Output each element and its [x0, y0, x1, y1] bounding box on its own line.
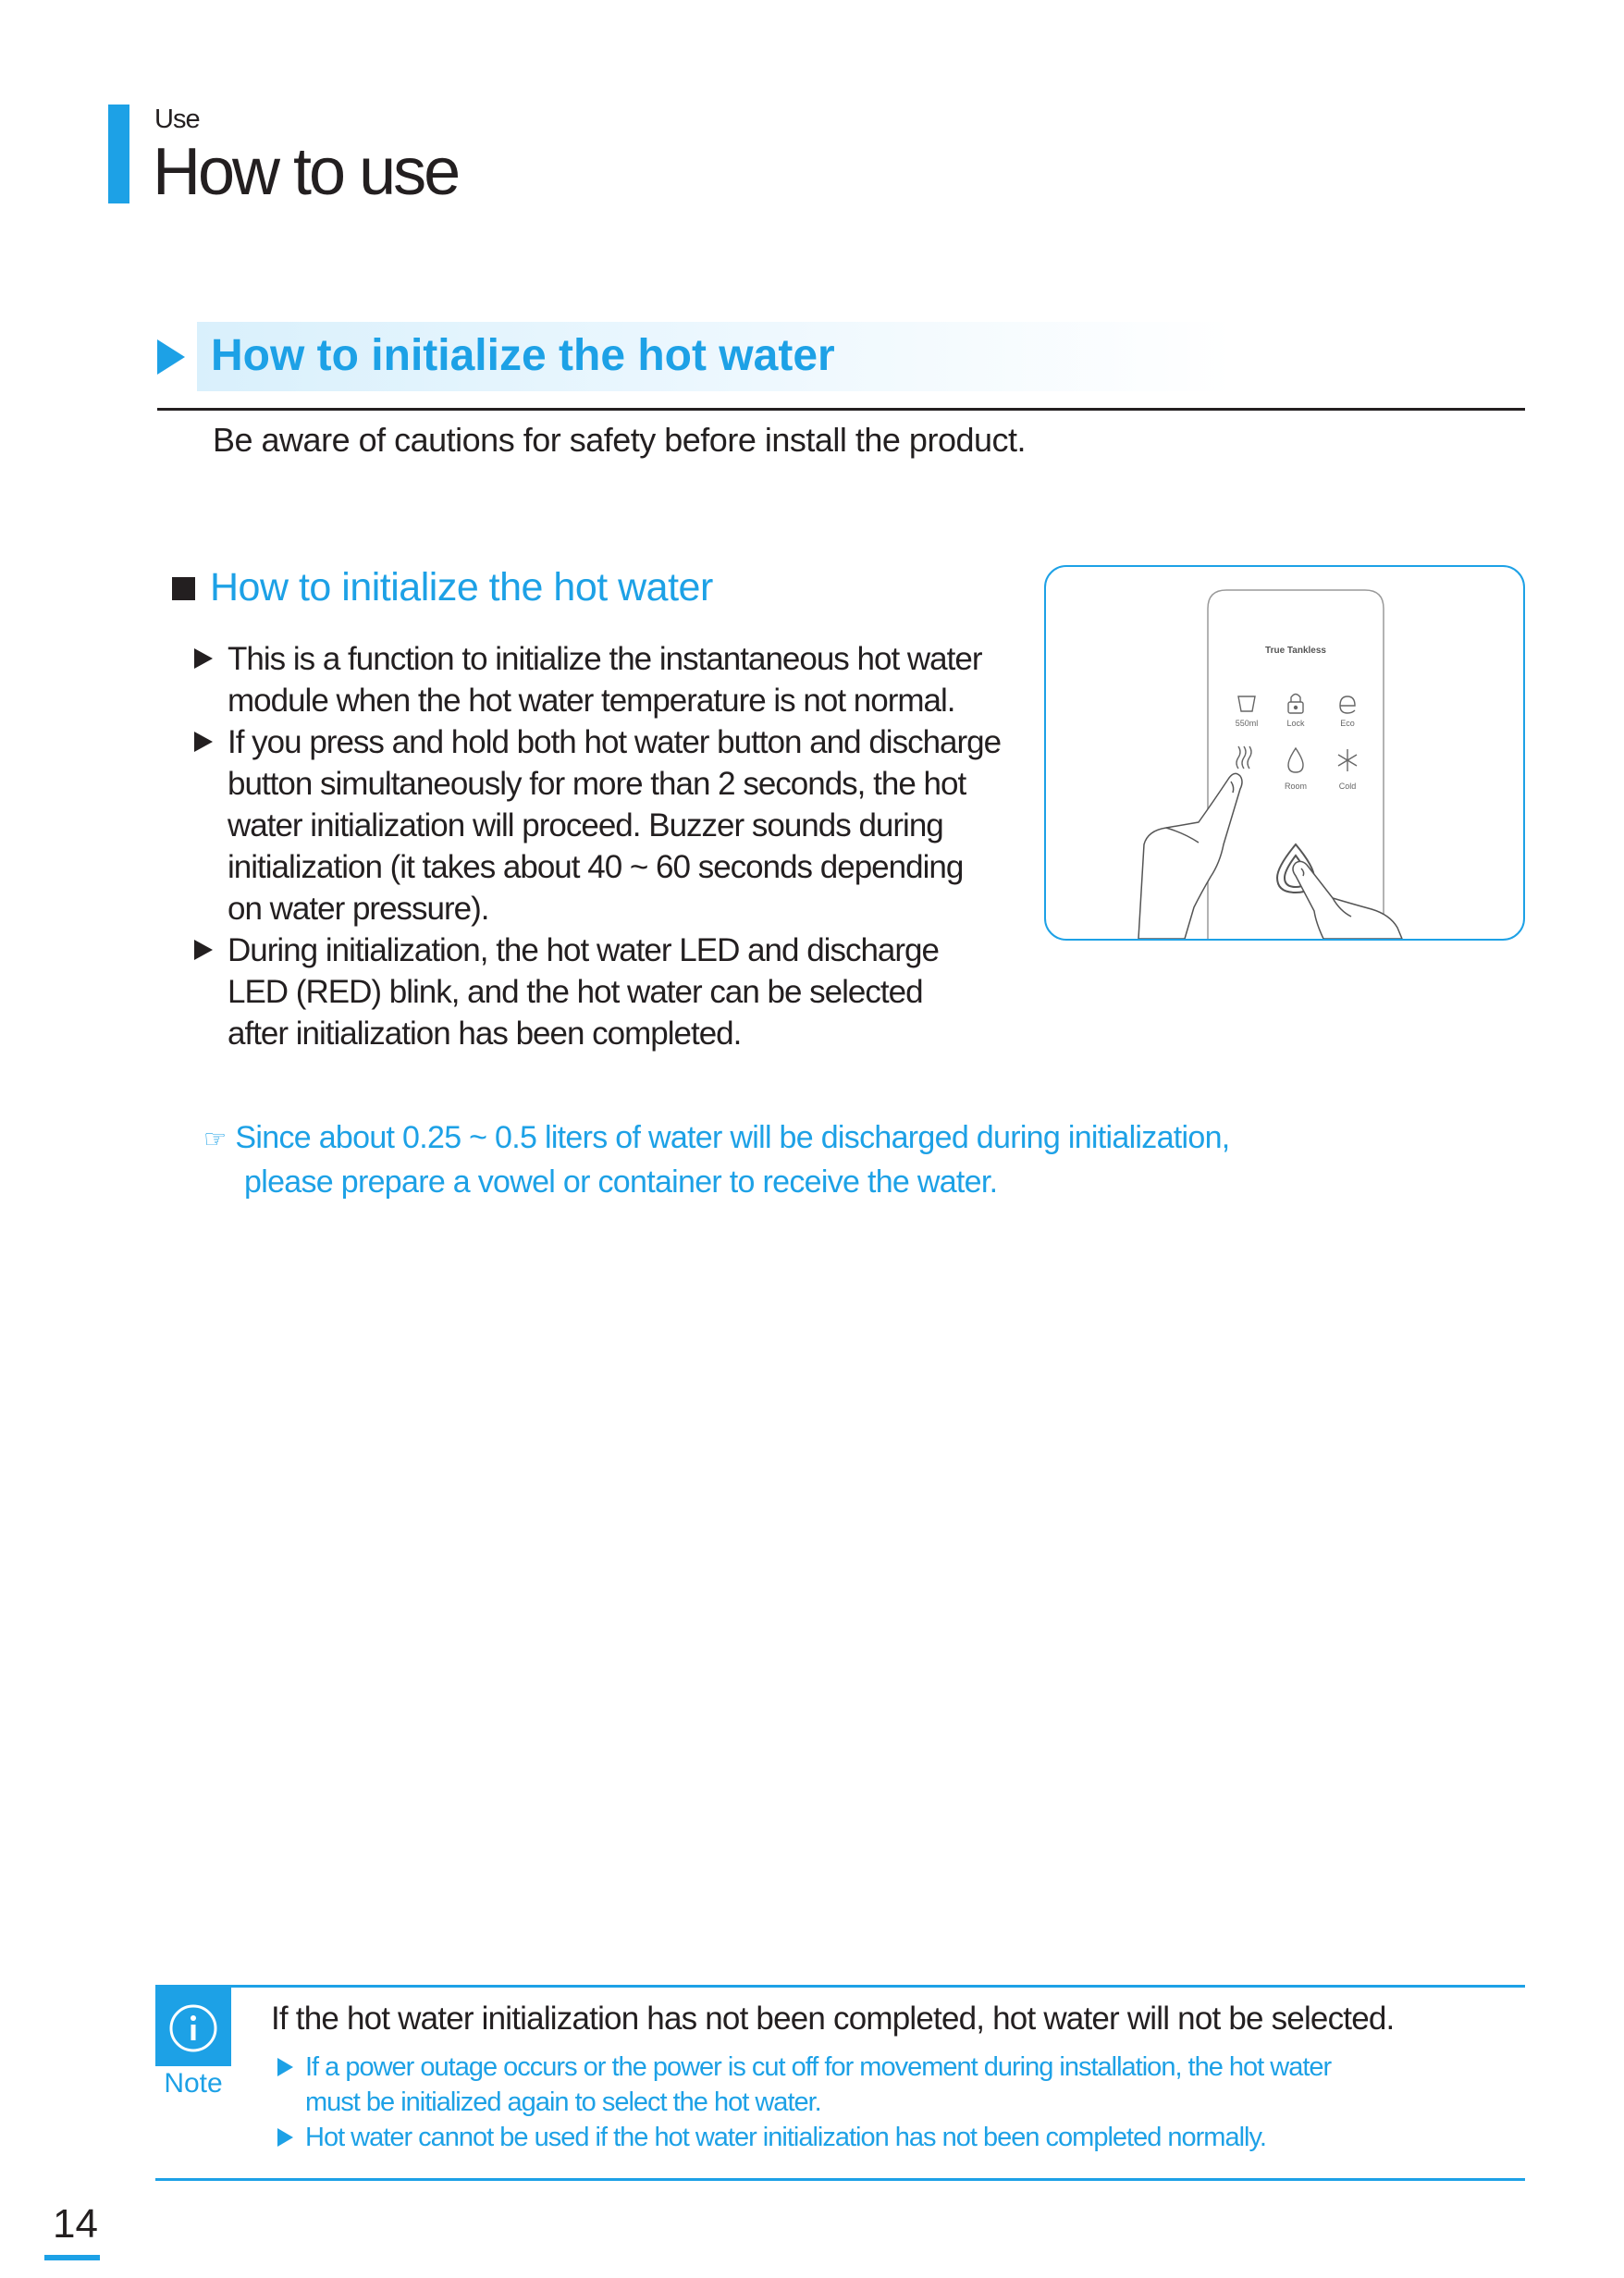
instruction-line: module when the hot water temperature is not normal. [228, 683, 955, 719]
instruction-line: If you press and hold both hot water button and discharge [228, 724, 1002, 760]
subsection-title: How to initialize the hot water [210, 565, 713, 610]
cup-icon [1238, 696, 1255, 711]
triangle-bullet-icon [194, 940, 213, 960]
note-main-text: If the hot water initialization has not been completed, hot water will not be selected. [271, 2001, 1395, 2037]
control-panel-illustration [1044, 565, 1525, 941]
instruction-item [194, 638, 1027, 721]
note-line: If a power outage occurs or the power is cut off for movement during installation, the hot water [305, 2052, 1332, 2082]
brand-label: True Tankless [1265, 646, 1326, 656]
instruction-line: initialization (it takes about 40 ~ 60 seconds depending [228, 849, 964, 885]
tip-line: please prepare a vowel or container to receive the water. [244, 1164, 998, 1200]
note-line: must be initialized again to select the hot water. [305, 2087, 821, 2117]
instruction-line: water initialization will proceed. Buzzer sounds during [228, 807, 943, 843]
section-label: Use [154, 105, 200, 134]
button-label-eco: Eco [1340, 719, 1355, 728]
hot-water-icon [1236, 746, 1251, 769]
button-label-room: Room [1284, 782, 1308, 791]
button-label-550ml: 550ml [1235, 719, 1259, 728]
note-label: Note [164, 2068, 223, 2099]
note-line: Hot water cannot be used if the hot water initialization has not been completed normally. [305, 2123, 1266, 2152]
tip-note [203, 1116, 1230, 1203]
triangle-bullet-icon [194, 648, 213, 669]
note-item [277, 2050, 1480, 2120]
section-divider [157, 408, 1525, 411]
page-number-underline [44, 2255, 100, 2260]
note-items [277, 2050, 1480, 2155]
triangle-right-icon [157, 339, 185, 375]
triangle-bullet-icon [277, 2058, 293, 2076]
lock-icon [1288, 695, 1303, 714]
left-hand-icon [1138, 773, 1242, 939]
note-item [277, 2120, 1480, 2155]
water-drop-icon [1288, 748, 1303, 772]
page-number: 14 [53, 2201, 98, 2247]
instruction-line: after initialization has been completed. [228, 1016, 742, 1052]
button-label-cold: Cold [1338, 782, 1357, 791]
snowflake-icon [1338, 749, 1357, 771]
section-caution: Be aware of cautions for safety before install the product. [213, 421, 1027, 459]
instruction-item [194, 930, 1027, 1054]
triangle-bullet-icon [194, 732, 213, 752]
eco-icon [1340, 696, 1355, 713]
triangle-bullet-icon [277, 2128, 293, 2147]
instruction-line: During initialization, the hot water LED and discharge [228, 932, 939, 968]
pointing-hand-icon: ☞ [203, 1125, 227, 1153]
section-title: How to initialize the hot water [211, 331, 835, 380]
header-accent-bar [108, 105, 129, 203]
info-icon [155, 1988, 231, 2066]
instruction-item [194, 721, 1027, 930]
tip-line: Since about 0.25 ~ 0.5 liters of water will be discharged during initialization, [235, 1120, 1230, 1155]
button-label-lock: Lock [1286, 719, 1305, 728]
note-icon-box [155, 1988, 231, 2066]
control-panel-drawing [1046, 567, 1523, 939]
instruction-list [194, 638, 1027, 1054]
right-hand-icon [1293, 861, 1402, 939]
instruction-line: This is a function to initialize the instantaneous hot water [228, 641, 982, 677]
instruction-line: on water pressure). [228, 891, 489, 927]
square-bullet-icon [172, 577, 195, 600]
instruction-line: button simultaneously for more than 2 seconds, the hot [228, 766, 966, 802]
instruction-line: LED (RED) blink, and the hot water can be selected [228, 974, 923, 1010]
note-top-rule [155, 1985, 1525, 1988]
page-title: How to use [153, 135, 459, 209]
note-bottom-rule [155, 2178, 1525, 2181]
